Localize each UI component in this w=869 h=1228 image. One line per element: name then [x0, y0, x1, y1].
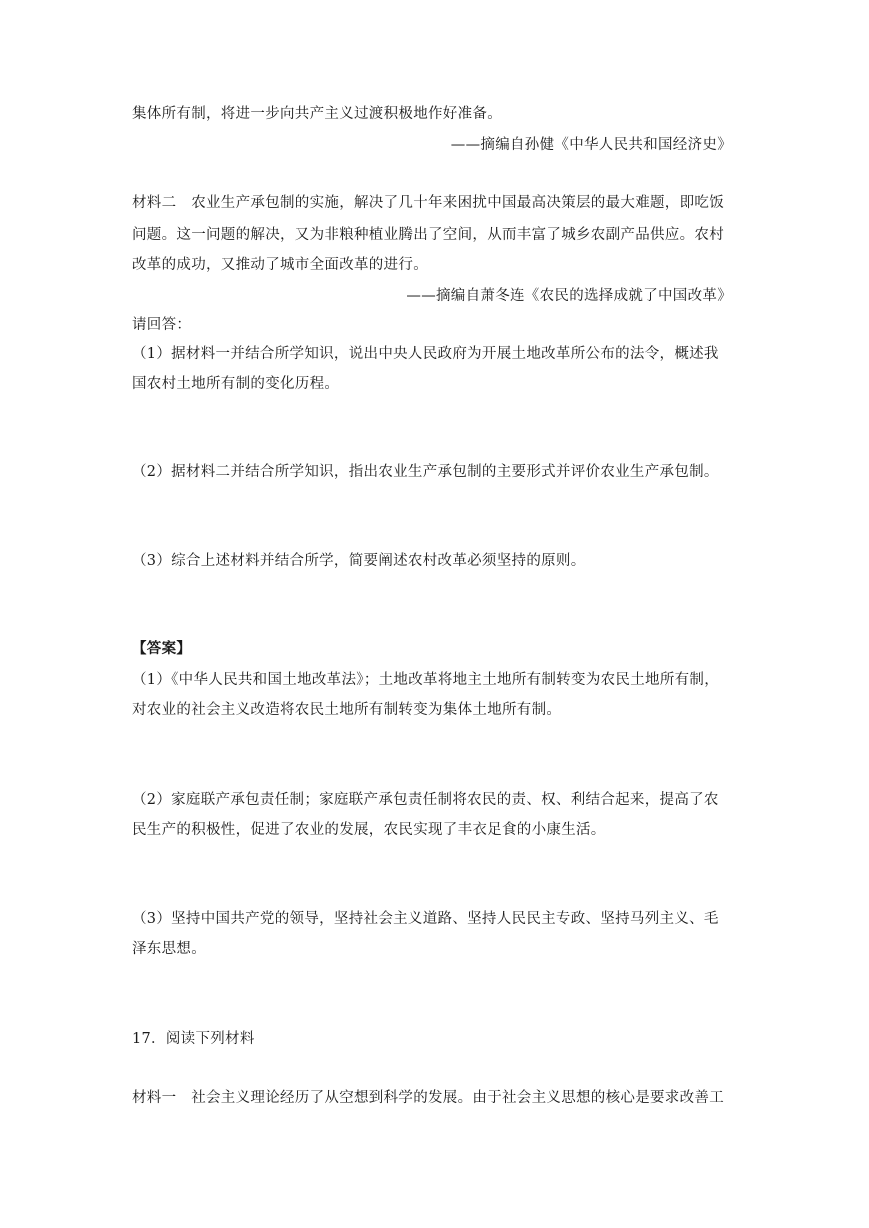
source-citation-1: ——摘编自孙健《中华人民共和国经济史》 — [450, 137, 732, 153]
answer-3-line-2: 泽东思想。 — [132, 941, 206, 957]
answer-3-line-1: （3）坚持中国共产党的领导，坚持社会主义道路、坚持人民民主专政、坚持马列主义、毛 — [132, 911, 719, 927]
material-two-line-3: 改革的成功，又推动了城市全面改革的进行。 — [132, 257, 428, 273]
question-1-line-1: （1）据材料一并结合所学知识，说出中央人民政府为开展土地改革所公布的法令，概述我 — [132, 346, 719, 362]
answer-2-line-1: （2）家庭联产承包责任制；家庭联产承包责任制将农民的责、权、利结合起来，提高了农 — [132, 792, 719, 808]
source-citation-2: ——摘编自萧冬连《农民的选择成就了中国改革》 — [406, 288, 732, 304]
question-2: （2）据材料二并结合所学知识，指出农业生产承包制的主要形式并评价农业生产承包制。 — [132, 464, 719, 480]
answer-heading: 【答案】 — [132, 641, 192, 657]
answer-2-line-2: 民生产的积极性，促进了农业的发展，农民实现了丰衣足食的小康生活。 — [132, 822, 606, 838]
material-two-line-2: 问题。这一问题的解决，又为非粮种植业腾出了空间，从而丰富了城乡农副产品供应。农村 — [132, 227, 724, 243]
question-3: （3）综合上述材料并结合所学，简要阐述农村改革必须坚持的原则。 — [132, 553, 586, 569]
answer-1-line-1: （1）《中华人民共和国土地改革法》；土地改革将地主土地所有制转变为农民土地所有制， — [132, 672, 720, 688]
question-1-line-2: 国农村土地所有制的变化历程。 — [132, 376, 340, 392]
material-one-line-1: 材料一 社会主义理论经历了从空想到科学的发展。由于社会主义思想的核心是要求改善工 — [132, 1090, 724, 1106]
material-one-tail: 集体所有制，将进一步向共产主义过渡积极地作好准备。 — [132, 106, 502, 122]
answer-1-line-2: 对农业的社会主义改造将农民土地所有制转变为集体土地所有制。 — [132, 702, 562, 718]
material-two-line-1: 材料二 农业生产承包制的实施，解决了几十年来困扰中国最高决策层的最大难题，即吃饭 — [132, 195, 724, 211]
question-prompt: 请回答： — [132, 317, 192, 333]
question-17-heading: 17．阅读下列材料 — [132, 1031, 255, 1047]
